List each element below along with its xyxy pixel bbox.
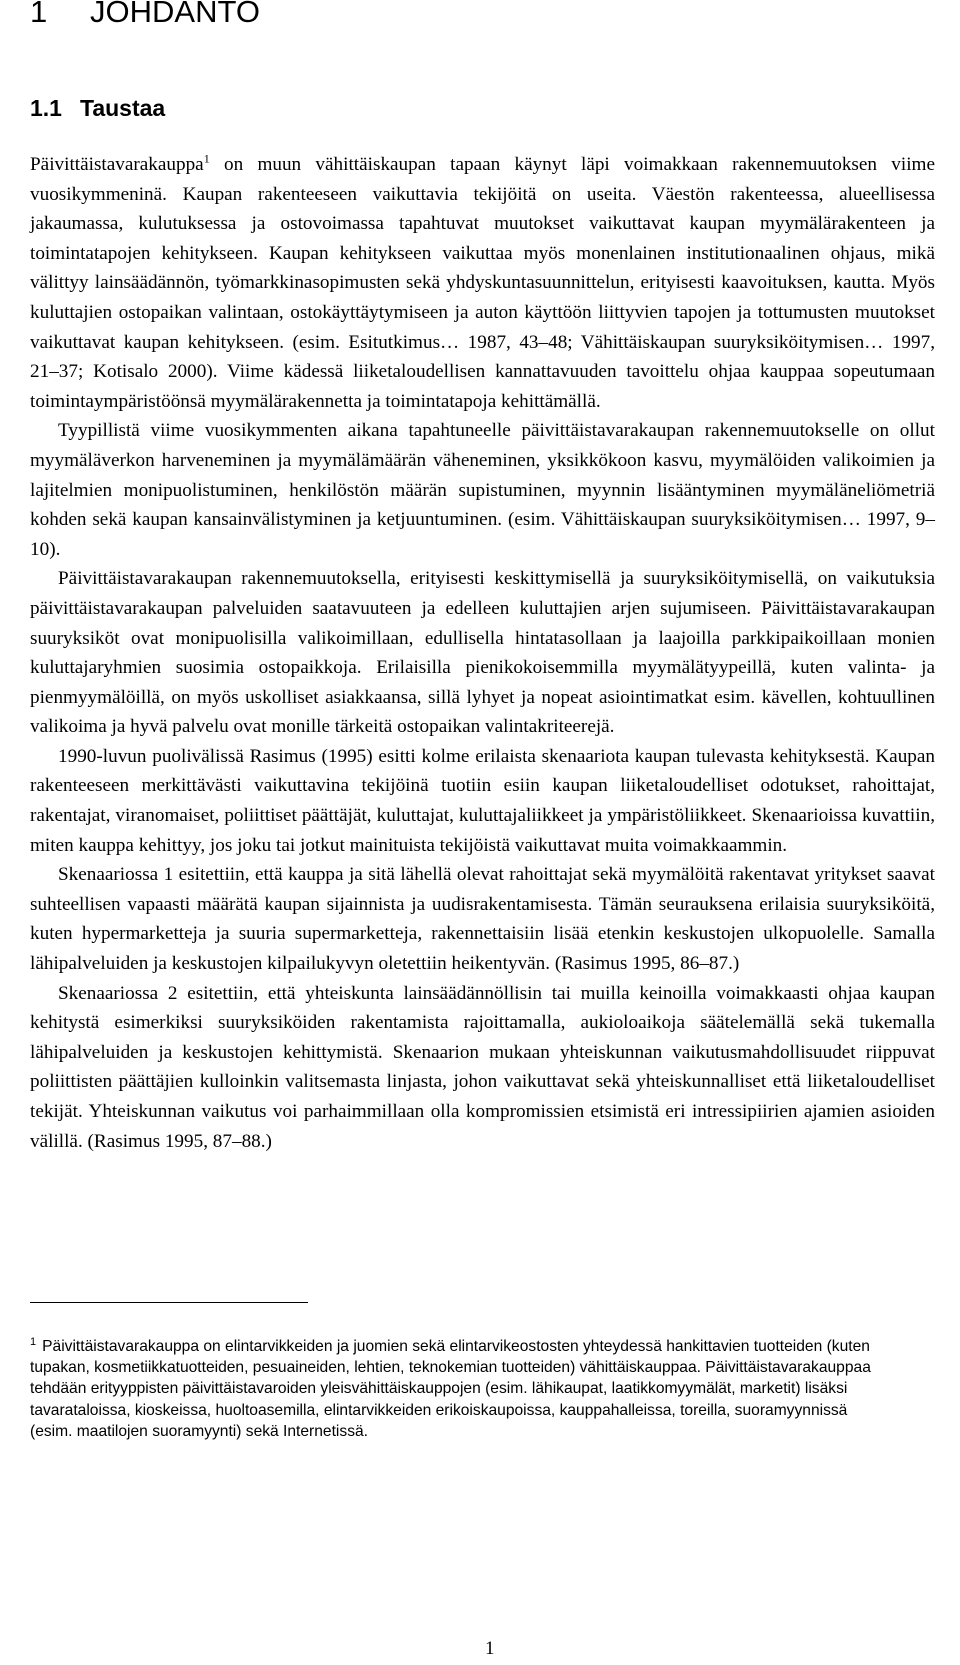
paragraph-1-start: Päivittäistavarakauppa — [30, 154, 204, 175]
footnote-reference[interactable]: 1 — [203, 151, 210, 166]
footnote-marker: 1 — [30, 1335, 37, 1348]
paragraph-6: Skenaariossa 2 esitettiin, että yhteiskunta lainsäädännöllisin tai muilla keinoilla voimakkaasti ohjaa kaupan kehitystä esimerkiksi suuryksiköiden rakentamista rajoittamalla, aukioloaikoja säätelemällä sekä tukemalla lähipalveluiden ja keskustojen kehittymistä. Skenaarion mukaan yhteiskunnan vaikutusmahdollisuudet riippuvat poliittisten päättäjien kulloinkin valitsemasta linjasta, johon vaikuttavat sekä yhteiskunnalliset että liiketaloudelliset tekijät. Yhteiskunnan vaikutus voi parhaimmillaan olla kompromissien etsimistä eri intressipiirien ajamien asioiden välillä. (Rasimus 1995, 87–88.) — [30, 982, 935, 1152]
paragraph-2: Tyypillistä viime vuosikymmenten aikana tapahtuneelle päivittäistavarakaupan rakennemuutokselle on ollut myymäläverkon harveneminen ja myymälämäärän väheneminen, yksikkökoon kasvu, myymälöiden valikoimien ja lajitelmien monipuolistuminen, henkilöstön määrän supistuminen, myynnin lisääntyminen myymäläneliömetriä kohden sekä kaupan kansainvälistyminen ja ketjuuntuminen. (esim. Vähittäiskaupan suuryksiköitymisen… 1997, 9–10). — [30, 420, 935, 560]
page-number: 1 — [485, 1638, 495, 1659]
paragraph-1-rest: on muun vähittäiskaupan tapaan käynyt läpi voimakkaan rakennemuutoksen viime vuosikymmeninä. Kaupan rakenteeseen vaikuttavia tekijöitä on useita. Väestön rakenteessa, alueellisessa jakaumassa, kulutuksessa ja ostovoimassa tapahtuvat muutokset vaikuttavat kaupan myymälärakenteen ja toimintatapojen kehitykseen. Kaupan kehitykseen vaikuttaa myös monenlainen institutionaalinen ohjaus, mikä välittyy lainsäädännön, työmarkkinasopimusten sekä yhdyskuntasuunnittelun, erityisesti kaavoituksen, kautta. Myös kuluttajien ostopaikan valintaan, ostokäyttäytymiseen ja auton käyttöön liittyvien tapojen ja tottumusten muutokset vaikuttavat kaupan kehitykseen. (esim. Esitutkimus… 1987, 43–48; Vähittäiskaupan suuryksiköitymisen… 1997, 21–37; Kotisalo 2000). Viime kädessä liiketaloudellisen kannattavuuden tavoittelu ohjaa kauppaa sopeutumaan toimintaympäristöönsä myymälärakennetta ja toimintatapoja kehittämällä. — [30, 154, 935, 412]
body-text — [30, 150, 935, 1156]
chapter-title — [30, 0, 260, 28]
paragraph-3: Päivittäistavarakaupan rakennemuutoksella, erityisesti keskittymisellä ja suuryksiköitymisellä, on vaikutuksia päivittäistavarakaupan palveluiden saatavuuteen ja edelleen kuluttajien arjen sujumiseen. Päivittäistavarakaupan suuryksiköt ovat monipuolisilla valikoimillaan, edullisella hintatasollaan ja laajoilla parkkipaikoillaan monien kuluttajaryhmien suosimia ostopaikkoja. Erilaisilla pienikokoisemmilla myymälätyypeillä, kuten valinta- ja pienmyymälöillä, on myös uskolliset asiakkaansa, sillä lyhyet ja nopeat asiointimatkat esim. kävellen, kohtuullinen valikoima ja hyvä palvelu ovat monille tärkeitä ostopaikan valintakriteerejä. — [30, 568, 935, 738]
footnote-text: Päivittäistavarakauppa on elintarvikkeiden ja juomien sekä elintarvikeostosten yhteydessä hankittavien tuotteiden (kuten tupakan, kosmetiikkatuotteiden, pesuaineiden, lehtien, teknokemian tuotteiden) vähittäiskauppaa. Päivittäistavarakauppaa tehdään erityyppisten päivittäistavaroiden yleisvähittäiskauppojen (esim. lähikaupat, laatikkomyymälät, marketit) lisäksi tavarataloissa, kioskeissa, huoltoasemilla, elintarvikkeiden erikoiskaupoissa, kauppahalleissa, toreilla, suoramyynnissä (esim. maatilojen suoramyynti) sekä Internetissä. — [30, 1338, 871, 1440]
section-title-text: Taustaa — [80, 95, 166, 121]
chapter-title-text: JOHDANTO — [90, 0, 260, 29]
footnote — [30, 1336, 890, 1442]
paragraph-4: 1990-luvun puolivälissä Rasimus (1995) esitti kolme erilaista skenaariota kaupan tulevasta kehityksestä. Kaupan rakenteeseen merkittävästi vaikuttavina tekijöinä tuotiin esiin kaupan liiketaloudelliset odotukset, rahoittajat, rakentajat, viranomaiset, poliittiset päättäjät, kuluttajat, kuluttajaliikkeet ja ympäristöliikkeet. Skenaarioissa kuvattiin, miten kauppa kehittyy, jos joku tai jotkut mainituista tekijöistä vaikuttavat muita voimakkaammin. — [30, 745, 935, 856]
chapter-number: 1 — [30, 0, 48, 29]
paragraph-5: Skenaariossa 1 esitettiin, että kauppa ja sitä lähellä olevat rahoittajat sekä myymälöitä rakentavat yritykset saavat suhteellisen vapaasti määrätä kaupan sijainnista ja uudisrakentamisesta. Tämän seurauksena erilaisia suuryksiköitä, kuten hypermarketteja ja suuria supermarketteja, rakennettaisiin lisää etenkin keskustojen ulkopuolelle. Samalla lähipalveluiden ja keskustojen kilpailukyvyn oletettiin heikentyvän. (Rasimus 1995, 86–87.) — [30, 864, 935, 975]
section-number: 1.1 — [30, 95, 62, 121]
paragraph-1 — [30, 150, 935, 416]
section-title — [30, 94, 165, 122]
footnote-divider — [30, 1302, 308, 1303]
